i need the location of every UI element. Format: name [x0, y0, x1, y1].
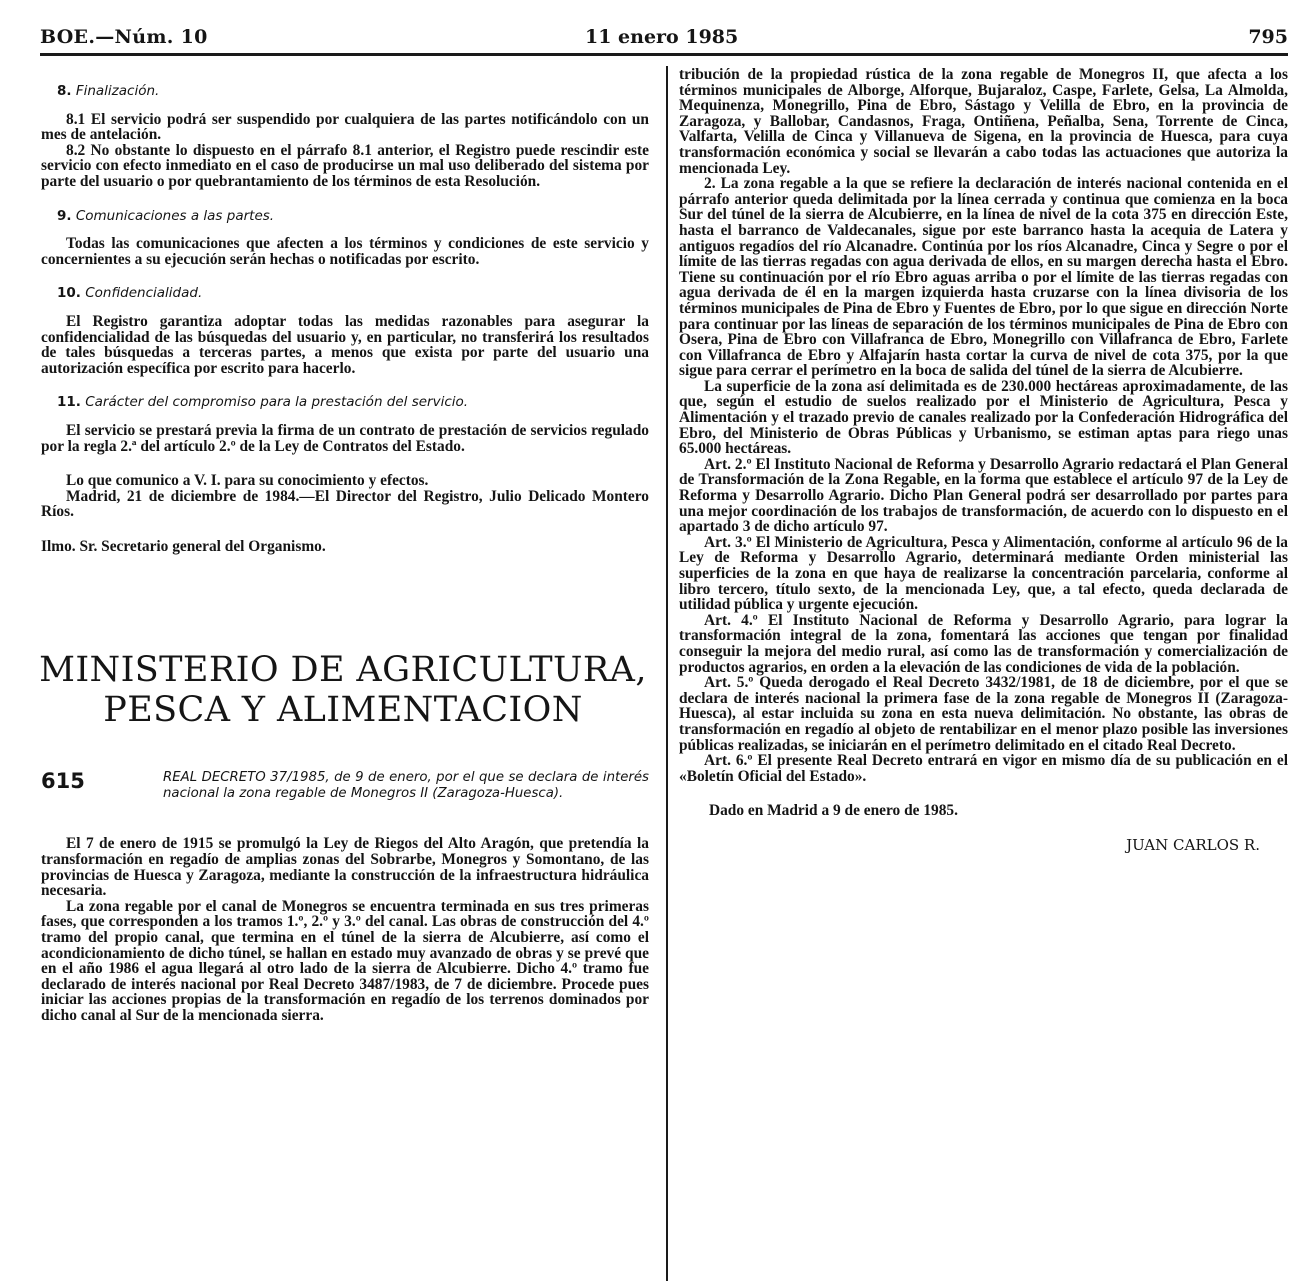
right-column [679, 67, 1288, 854]
section-10-heading: 10. Confidencialidad. [57, 285, 203, 302]
section-8-heading: 8. Finalización. [57, 83, 160, 99]
page-header [40, 26, 1288, 54]
article-6: Art. 6.º El presente Real Decreto entrará en vigor en mismo día de su publicación en el «Boletín Oficial del Estado». [679, 752, 1288, 785]
section-8-paragraph-1: 8.1 El servicio podrá ser suspendido por cualquiera de las partes notificándolo con un mes de antelación. [41, 110, 649, 144]
section-11-paragraph: El servicio se prestará previa la firma de un contrato de prestación de servicios regulado por la regla 2.ª del artículo 2.º de la Ley de Contratos del Estado. [41, 421, 649, 455]
article-3: Art. 3.º El Ministerio de Agricultura, Pesca y Alimentación, conforme al artículo 96 de la Ley de Reforma y Desarrollo Agrario, determinará mediante Orden ministerial las superficies de la zona en que haya de realizarse la concentración parcelaria, conforme al libro tercero, título sexto, de la mencionada Ley, que, a tal efecto, queda declarada de utilidad pública y urgente ejecución. [679, 533, 1288, 614]
closing-statement: Lo que comunico a V. I. para su conocimiento y efectos. [66, 472, 429, 490]
article-5: Art. 5.º Queda derogado el Real Decreto 3432/1981, de 18 de diciembre, por el que se declara de interés nacional la primera fase de la zona regable de Monegros II (Zaragoza-Huesca), al estar incluida su zona en esta nueva delimitación. No obstante, las obras de transformación en regadío al objeto de rentabilizar en el menor plazo posible las inversiones públicas realizadas, se iniciarán en el perímetro delimitado en el citado Real Decreto. [679, 674, 1288, 754]
section-11-heading: 11. Carácter del compromiso para la prestación del servicio. [57, 394, 469, 411]
article-1-continuation: tribución de la propiedad rústica de la zona regable de Monegros II, que afecta a los términos municipales de Alborge, Alforque, Bujaraloz, Caspe, Farlete, Gelsa, La Almolda, Mequinenza, Monegrillo, Pina de Ebro, Sástago y Velilla de Ebro, en la provincia de Zaragoza, y Ballobar, Candasnos, Fraga, Ontiñena, Peñalba, Sena, Torrente de Cinca, Valfarta, Velilla de Cinca y Villanueva de Sigena, en la provincia de Huesca, para cuya transformación económica y social se llevarán a cabo todas las actuaciones que autoriza la mencionada Ley. [679, 66, 1288, 177]
section-9-heading: 9. Comunicaciones a las partes. [57, 207, 275, 224]
addressee: Ilmo. Sr. Secretario general del Organismo. [41, 537, 326, 555]
section-9-paragraph: Todas las comunicaciones que afecten a los términos y condiciones de este servicio y concernientes a su ejecución serán hechas o notificadas por escrito. [41, 235, 649, 268]
decree-paragraph-1: El 7 de enero de 1915 se promulgó la Ley de Riegos del Alto Aragón, que pretendía la transformación en regadío de amplias zonas del Sobrarbe, Monegros y Somontano, de las provincias de Huesca y Zaragoza, mediante la construcción de la infraestructura hidráulica necesaria. [41, 835, 649, 900]
dated-line: Dado en Madrid a 9 de enero de 1985. [709, 802, 958, 820]
ministry-heading: MINISTERIO DE AGRICULTURA, PESCA Y ALIMENTACION [39, 650, 647, 731]
publication-number: BOE.—Núm. 10 [40, 26, 208, 48]
article-1-paragraph-2: 2. La zona regable a la que se refiere la declaración de interés nacional contenida en el párrafo anterior queda delimitada por la línea cerrada y continua que comienza en la boca Sur del túnel de la sierra de Alcubierre, en la línea de nivel de la cota 375 en dirección Este, hasta el barranco de Valdecanales, sigue por este barranco hasta la acequia de Latera y antiguos regadíos del río Alcanadre. Continúa por los ríos Alcanadre, Cinca y Segre o por el límite de las tierras regadas con agua derivada de ellos, en su margen derecha hasta el Ebro. Tiene su continuación por el río Ebro aguas arriba o por el límite de las tierras regadas con agua derivada de él en la margen izquierda hasta cruzarse con la línea divisoria de los términos municipales de Pina de Ebro y Fuentes de Ebro, por lo que sigue en dirección Norte para continuar por las líneas de separación de los términos municipales de Pina de Ebro con Osera, Pina de Ebro con Villafranca de Ebro, Monegrillo con Villafranca de Ebro, Farlete con Villafranca de Ebro y Alfajarín hasta cortar la curva de nivel de cota 375, por la que sigue para cerrar el perímetro en la boca de salida del túnel de la sierra de Alcubierre. [679, 175, 1288, 380]
publication-date: 11 enero 1985 [585, 26, 739, 48]
left-column [41, 84, 649, 1024]
decree-paragraph-2: La zona regable por el canal de Monegros se encuentra terminada en sus tres primeras fases, que corresponden a los tramos 1.º, 2.º y 3.º del canal. Las obras de construcción del 4.º tramo del propio canal, que termina en el túnel de la sierra de Alcubierre, así como el acondicionamiento de dicho túnel, se hallan en estado muy avanzado de obras y se prevé que en el año 1986 el agua llegará al otro lado de la sierra de Alcubierre. Dicho 4.º tramo fue declarado de interés nacional por Real Decreto 3487/1983, de 7 de diciembre. Procede pues iniciar las acciones propias de la transformación en regadío de los terrenos dominados por dicho canal al Sur de la mencionada sierra. [41, 897, 649, 1024]
column-divider [666, 66, 668, 1281]
article-2: Art. 2.º El Instituto Nacional de Reforma y Desarrollo Agrario redactará el Plan General de Transformación de la Zona Regable, en la forma que establece el artículo 97 de la Ley de Reforma y Desarrollo Agrario. Dicho Plan General podrá ser desarrollado por partes para una mejor coordinación de los trabajos de transformación, de acuerdo con lo dispuesto en el apartado 3 de dicho artículo 97. [679, 455, 1288, 536]
royal-signature: JUAN CARLOS R. [1126, 835, 1260, 854]
closing-signature: Madrid, 21 de diciembre de 1984.—El Director del Registro, Julio Delicado Montero Ríos. [41, 487, 649, 521]
decree-number: 615 [41, 769, 85, 794]
article-4: Art. 4.º El Instituto Nacional de Reforma y Desarrollo Agrario, para lograr la transformación integral de la zona, fomentará las acciones que tengan por finalidad conseguir la mejora del medio rural, así como las de transformación y comercialización de productos agrarios, en orden a la elevación de las condiciones de vida de la población. [679, 611, 1288, 676]
header-rule [40, 53, 1288, 56]
decree-heading [41, 770, 649, 824]
decree-title: REAL DECRETO 37/1985, de 9 de enero, por el que se declara de interés nacional la zona regable de Monegros II (Zaragoza-Huesca). [163, 770, 649, 802]
section-8-paragraph-2: 8.2 No obstante lo dispuesto en el párrafo 8.1 anterior, el Registro puede rescindir este servicio con efecto inmediato en el caso de producirse un mal uso deliberado del sistema por parte del usuario o por quebrantamiento de los términos de esta Resolución. [41, 141, 649, 190]
article-1-paragraph-3: La superficie de la zona así delimitada es de 230.000 hectáreas aproximadamente, de las que, según el estudio de suelos realizado por el Ministerio de Agricultura, Pesca y Alimentación y el trazado previo de canales realizado por la Confederación Hidrográfica del Ebro, del Ministerio de Obras Públicas y Urbanismo, se estiman aptas para riego unas 65.000 hectáreas. [679, 377, 1288, 458]
page-number: 795 [1248, 26, 1288, 48]
section-10-paragraph: El Registro garantiza adoptar todas las medidas razonables para asegurar la confidencialidad de las búsquedas del usuario y, en particular, no transferirá los resultados de tales búsquedas a terceras partes, a menos que exista por parte del usuario una autorización específica por escrito para hacerlo. [41, 312, 649, 377]
